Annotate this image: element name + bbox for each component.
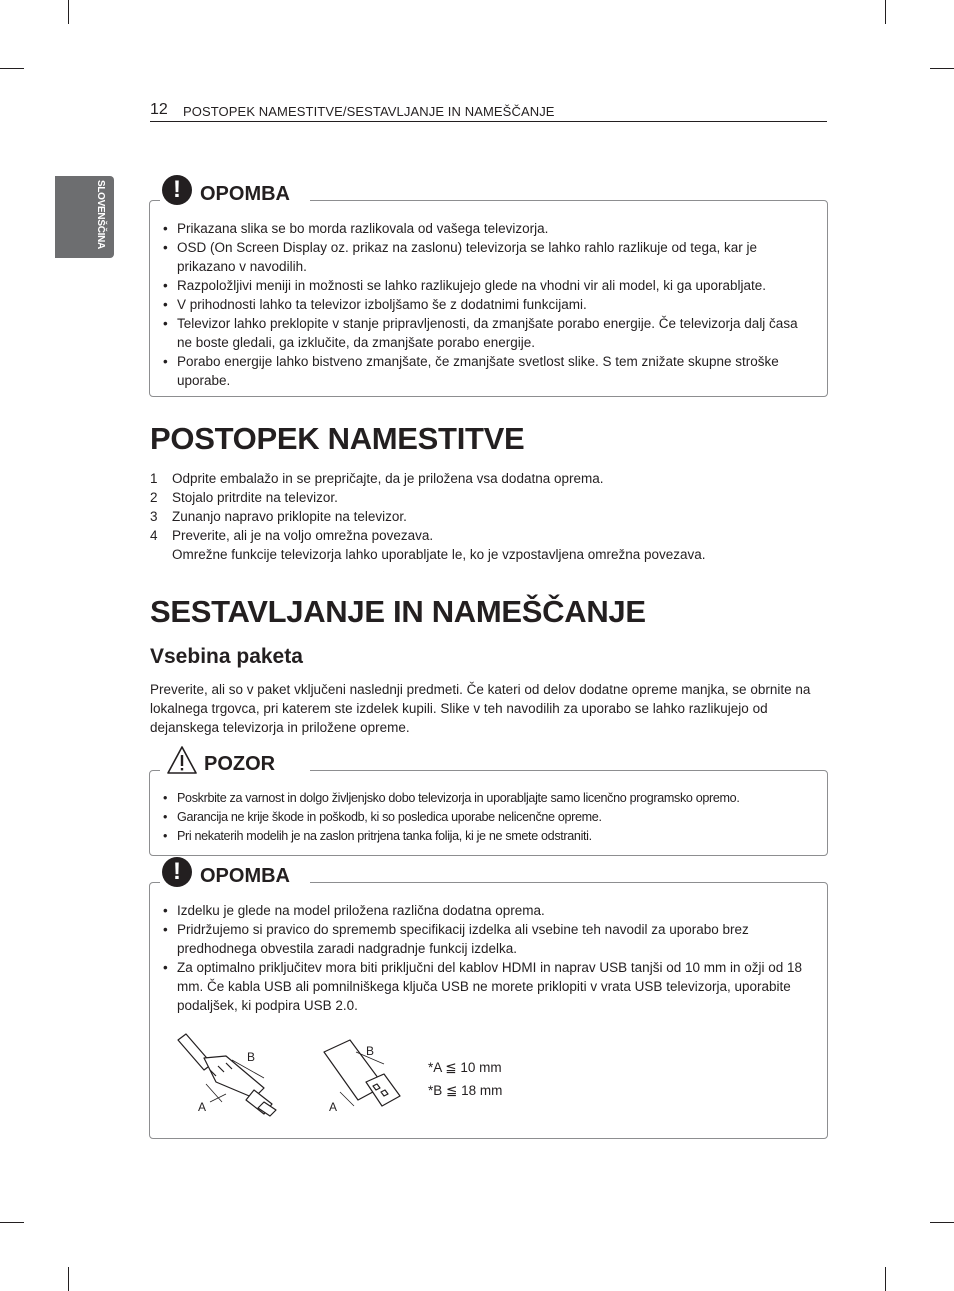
page-header (150, 101, 827, 122)
crop-mark (0, 68, 24, 69)
step-subtext: Omrežne funkcije televizorja lahko uporabljate le, ko je vzpostavljena omrežna povezava. (172, 547, 706, 562)
language-tab (55, 176, 114, 258)
hdmi-label-a: A (198, 1100, 207, 1114)
list-item: • Pri nekaterih modelih je na zaslon pritrjena tanka folija, ki je ne smete odstraniti. (163, 827, 815, 846)
hdmi-connector-illustration (178, 1034, 276, 1116)
list-item: • OSD (On Screen Display oz. prikaz na zaslonu) televizorja se lahko rahlo razlikuje od tega, kar je prikazano v navodilih. (163, 238, 815, 276)
usb-label-a: A (329, 1100, 338, 1114)
header-title: POSTOPEK NAMESTITVE/SESTAVLJANJE IN NAMEŠČANJE (183, 104, 555, 119)
list-item: • Garancija ne krije škode in poškodb, ki so posledica uporabe nelicenčne opreme. (163, 808, 815, 827)
note-list (163, 901, 815, 1015)
note-title: OPOMBA (200, 183, 290, 205)
exclamation-circle-icon: ! (162, 175, 192, 205)
crop-mark (885, 1267, 886, 1291)
crop-mark (0, 1222, 24, 1223)
dimension-b-label: *B ≦ 18 mm (428, 1083, 503, 1098)
usb-label-b: B (366, 1044, 375, 1058)
note-box-1 (149, 176, 828, 397)
note-box-1-heading (160, 175, 310, 205)
exclamation-circle-icon: ! (162, 857, 192, 887)
section-title: POSTOPEK NAMESTITVE (150, 421, 525, 456)
hdmi-label-b: B (247, 1050, 256, 1064)
caution-list (163, 789, 815, 846)
caution-box (149, 753, 828, 856)
list-item: 3 Zunanjo napravo priklopite na televizor. (150, 509, 407, 524)
note-box-2-heading (160, 857, 310, 887)
page-number: 12 (150, 101, 168, 118)
caution-box-heading (160, 745, 310, 775)
list-item: • Porabo energije lahko bistveno zmanjšate, če zmanjšate svetlost slike. S tem znižate skupne stroške uporabe. (163, 352, 815, 390)
dimension-a-label: *A ≦ 10 mm (428, 1060, 502, 1075)
list-item: • Prikazana slika se bo morda razlikovala od vašega televizorja. (163, 219, 815, 238)
section-title: SESTAVLJANJE IN NAMEŠČANJE (150, 594, 646, 629)
list-item: • V prihodnosti lahko ta televizor izboljšamo še z dodatnimi funkcijami. (163, 295, 815, 314)
list-item: • Televizor lahko preklopite v stanje pripravljenosti, da zmanjšate porabo energije. Če televizorja dalj časa ne boste gledali, ga izklučite, da zmanjšate porabo energije. (163, 314, 815, 352)
connector-size-diagram (170, 1030, 530, 1120)
usb-stick-illustration (324, 1040, 400, 1106)
list-item: • Za optimalno priključitev mora biti priključni del kablov HDMI in naprav USB tanjši od 10 mm in ožji od 18 mm. Če kabla USB ali pomnilniškega ključa USB ne morete priklopiti v vrata USB televizorja, uporabite podaljšek, ki podpira USB 2.0. (163, 958, 815, 1015)
crop-mark (68, 1267, 69, 1291)
language-tab-label: SLOVENŠČINA (95, 180, 106, 249)
list-item: 1 Odprite embalažo in se prepričajte, da je priložena vsa dodatna oprema. (150, 471, 604, 486)
crop-mark (885, 0, 886, 24)
intro-paragraph: Preverite, ali so v paket vključeni naslednji predmeti. Če kateri od delov dodatne opreme manjka, se obrnite na lokalnega trgovca, pri katerem ste izdelek kupili. Slike v teh navodilih za uporabo se lahko razlikujejo od dejanskega televizorja in priložene opreme. (150, 682, 811, 735)
list-item: • Pridržujemo si pravico do sprememb specifikacij izdelka ali vsebine teh navodil za uporabo brez predhodnega obvestila zaradi nadgradnje funkcij izdelka. (163, 920, 815, 958)
caution-title: POZOR (204, 753, 276, 775)
list-item: • Razpoložljivi meniji in možnosti se lahko razlikujejo glede na vhodni vir ali model, ki ga uporabljate. (163, 276, 815, 295)
note-list (163, 219, 815, 390)
crop-mark (930, 1222, 954, 1223)
steps-list (150, 469, 810, 564)
subsection-title: Vsebina paketa (150, 645, 303, 668)
list-item: • Izdelku je glede na model priložena različna dodatna oprema. (163, 901, 815, 920)
note-title: OPOMBA (200, 865, 290, 887)
list-item: 4 Preverite, ali je na voljo omrežna povezava. Omrežne funkcije televizorja lahko uporabljate le, ko je vzpostavljena omrežna povezava. (150, 528, 706, 562)
list-item: • Poskrbite za varnost in dolgo življenjsko dobo televizorja in uporabljajte samo licenčno programsko opremo. (163, 789, 815, 808)
list-item: 2 Stojalo pritrdite na televizor. (150, 490, 338, 505)
crop-mark (68, 0, 69, 24)
warning-triangle-icon (166, 745, 198, 775)
crop-mark (930, 68, 954, 69)
